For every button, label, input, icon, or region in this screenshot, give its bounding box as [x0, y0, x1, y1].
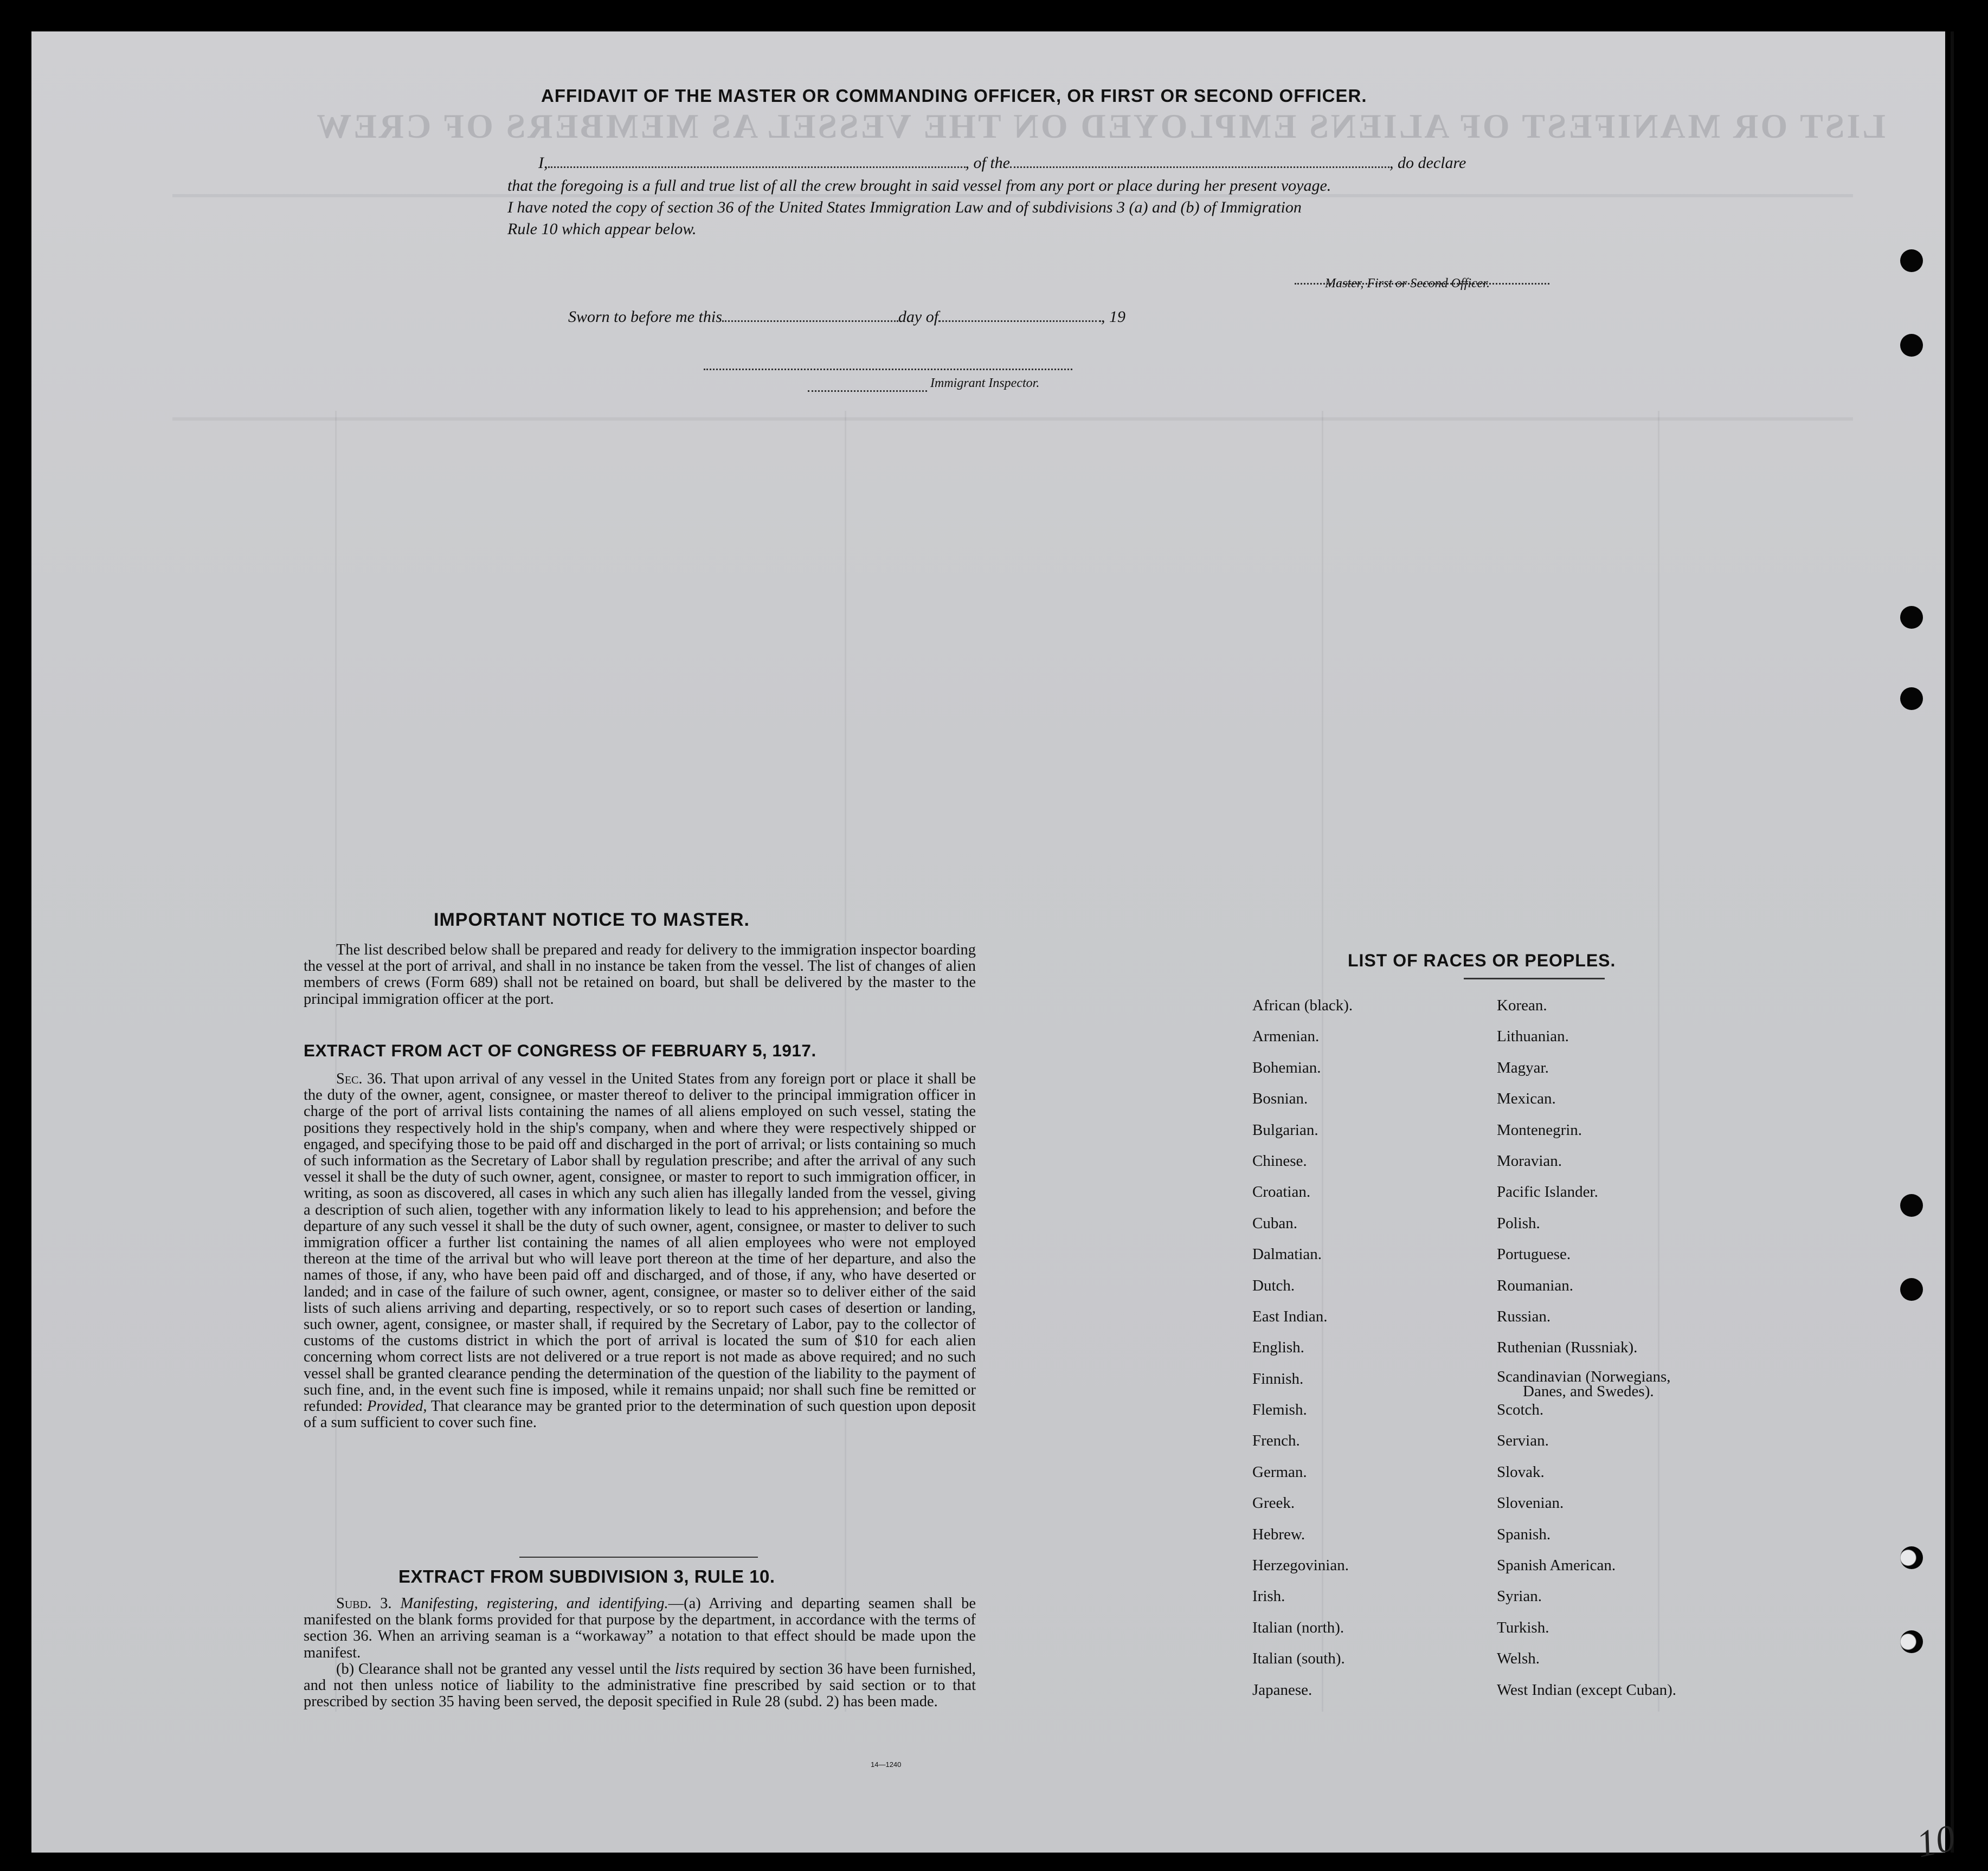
master-caption: Master, First or Second Officer.	[1325, 276, 1490, 291]
race-item: Herzegovinian.	[1252, 1557, 1349, 1575]
affidavit-declaration-line	[538, 154, 1466, 172]
race-item: Flemish.	[1252, 1401, 1307, 1419]
race-item: Greek.	[1252, 1494, 1295, 1512]
race-item: Hebrew.	[1252, 1525, 1305, 1543]
rule-heading: EXTRACT FROM SUBDIVISION 3, RULE 10.	[398, 1566, 775, 1586]
race-item: Finnish.	[1252, 1370, 1304, 1388]
punch-hole	[1900, 334, 1923, 357]
name-blank	[548, 154, 966, 168]
rule-text	[304, 1596, 976, 1710]
race-item: Ruthenian (Russniak).	[1497, 1339, 1638, 1357]
race-item: Chinese.	[1252, 1152, 1307, 1170]
rule-para-b-end: required by section 36 have been furnished, and not then unless notice of liability to the administrative fine prescribed by said section or to that prescribed by section 35 having been served, the deposit specified in Rule 28 (subd. 2) has been made.	[304, 1660, 976, 1711]
handwritten-page-number: 10	[1913, 1817, 1959, 1866]
race-item: English.	[1252, 1339, 1304, 1357]
race-item: Scotch.	[1497, 1401, 1544, 1419]
affidavit-line-4: Rule 10 which appear below.	[507, 220, 697, 238]
races-title: LIST OF RACES OR PEOPLES.	[1348, 951, 1616, 970]
act-heading: EXTRACT FROM ACT OF CONGRESS OF FEBRUARY 5, 1917.	[304, 1041, 816, 1060]
act-text	[304, 1071, 976, 1431]
page-edge-rule	[1951, 31, 1954, 1853]
race-item: Russian.	[1497, 1307, 1551, 1325]
race-item: Japanese.	[1252, 1681, 1313, 1699]
race-item: Italian (north).	[1252, 1618, 1344, 1636]
day-of-label: day of	[898, 308, 939, 326]
race-item-scandinavian	[1497, 1367, 1725, 1401]
punch-hole	[1900, 1630, 1923, 1653]
race-item: Montenegrin.	[1497, 1121, 1582, 1139]
race-item-line-cont: Danes, and Swedes).	[1523, 1382, 1654, 1400]
race-item: Irish.	[1252, 1588, 1285, 1605]
race-item: French.	[1252, 1432, 1300, 1450]
notice-paragraph: The list described below shall be prepared and ready for delivery to the immigration inspector boarding the vessel at the port of arrival, and shall in no instance be taken from the vessel. The list of changes of alien members of crews (Form 689) shall not be retained on board, but shall be delivered by the master to the principal immigration officer at the port.	[304, 941, 976, 1008]
notice-text	[304, 942, 976, 1008]
punch-hole	[1900, 1278, 1923, 1301]
punch-hole	[1900, 1194, 1923, 1217]
race-item: Polish.	[1497, 1214, 1540, 1232]
race-item: Servian.	[1497, 1432, 1549, 1450]
race-item: Mexican.	[1497, 1090, 1556, 1108]
punch-hole	[1900, 606, 1923, 629]
race-item: Korean.	[1497, 997, 1547, 1014]
sworn-label: Sworn to before me this	[568, 308, 722, 326]
year-label: , 19	[1101, 308, 1126, 326]
rule-paragraph-b	[304, 1661, 976, 1711]
race-item: Pacific Islander.	[1497, 1183, 1598, 1201]
race-item: Bosnian.	[1252, 1090, 1308, 1108]
race-item: Italian (south).	[1252, 1650, 1345, 1668]
do-declare-label: , do declare	[1389, 154, 1466, 172]
subd-label: Subd. 3.	[336, 1595, 392, 1612]
race-item: Syrian.	[1497, 1588, 1542, 1605]
race-item: Armenian.	[1252, 1028, 1320, 1046]
rule-para-b-lists: lists	[674, 1660, 700, 1678]
sec-label: Sec. 36.	[336, 1070, 387, 1087]
race-item: German.	[1252, 1463, 1307, 1481]
race-item: Welsh.	[1497, 1650, 1540, 1668]
affidavit-line-2: that the foregoing is a full and true list of all the crew brought in said vessel from any port or place during her present voyage.	[507, 177, 1331, 195]
form-number: 14—1240	[871, 1760, 902, 1769]
inspector-signature-blank	[704, 357, 1072, 370]
rule-para-b-start: (b) Clearance shall not be granted any vessel until the	[336, 1660, 671, 1678]
of-the-label: , of the	[965, 154, 1010, 172]
act-paragraph	[304, 1071, 976, 1431]
subd-title: Manifesting, registering, and identifying.	[400, 1595, 668, 1612]
race-item: Croatian.	[1252, 1183, 1311, 1201]
race-item: Bulgarian.	[1252, 1121, 1318, 1139]
race-item-line: Scandinavian (Norwegians,	[1497, 1367, 1671, 1385]
race-item: African (black).	[1252, 997, 1353, 1014]
provided-label: Provided,	[367, 1398, 427, 1415]
races-title-underline	[1464, 978, 1605, 979]
race-item: Lithuanian.	[1497, 1028, 1569, 1046]
day-blank	[722, 308, 898, 322]
race-item: Cuban.	[1252, 1214, 1297, 1232]
bleed-through-rule	[335, 411, 337, 1712]
race-item: Magyar.	[1497, 1059, 1549, 1076]
rule-paragraph-a	[304, 1596, 976, 1661]
bleed-through-rule	[845, 411, 846, 1712]
race-item: Bohemian.	[1252, 1059, 1321, 1076]
month-blank	[938, 308, 1101, 322]
race-item: Portuguese.	[1497, 1246, 1571, 1263]
inspector-signature-blank	[808, 378, 927, 392]
races-column-1	[1252, 996, 1353, 1712]
i-label: I,	[538, 154, 548, 172]
section-divider	[519, 1557, 758, 1558]
race-item: Slovenian.	[1497, 1494, 1564, 1512]
sworn-line	[568, 308, 1125, 326]
races-column-2	[1497, 996, 1725, 1712]
race-item: East Indian.	[1252, 1307, 1328, 1325]
act-text-part2: That clearance may be granted prior to the determination of such question upon deposit of a sum sufficient to cover such fine.	[304, 1398, 976, 1431]
document-page	[31, 31, 1959, 1866]
punch-hole	[1900, 687, 1923, 710]
inspector-caption: Immigrant Inspector.	[930, 376, 1040, 390]
race-item: Roumanian.	[1497, 1276, 1573, 1294]
race-item: Moravian.	[1497, 1152, 1562, 1170]
race-item: Dalmatian.	[1252, 1246, 1322, 1263]
vessel-blank	[1010, 154, 1389, 168]
race-item: West Indian (except Cuban).	[1497, 1681, 1677, 1699]
punch-hole	[1900, 249, 1923, 272]
race-item: Spanish.	[1497, 1525, 1551, 1543]
rule-para-a-text: —(a) Arriving and departing seamen shall be manifested on the blank forms provided for that purpose by the department, in accordance with the terms of section 36. When an arriving seaman is a “workaway” a notation to that effect should be made upon the manifest.	[304, 1595, 976, 1661]
punch-hole	[1900, 1546, 1923, 1569]
bleed-through-rule	[172, 417, 1853, 421]
affidavit-line-3: I have noted the copy of section 36 of the United States Immigration Law and of subdivisions 3 (a) and (b) of Immigration	[507, 198, 1302, 216]
affidavit-title: AFFIDAVIT OF THE MASTER OR COMMANDING OFFICER, OR FIRST OR SECOND OFFICER.	[541, 86, 1367, 106]
race-item: Turkish.	[1497, 1618, 1549, 1636]
race-item: Spanish American.	[1497, 1557, 1616, 1575]
notice-heading: IMPORTANT NOTICE TO MASTER.	[434, 909, 750, 930]
bleed-through-title: LIST OR MANIFEST OF ALIENS EMPLOYED ON THE VESSEL AS MEMBERS OF CREW	[314, 107, 1886, 145]
race-item: Dutch.	[1252, 1276, 1295, 1294]
act-text-part1: That upon arrival of any vessel in the United States from any foreign port or place it shall be the duty of the owner, agent, consignee, or master thereof to deliver to the principal immigration officer in charge of the port of arrival lists containing the names of all aliens employed on such vessel, stating the positions they respectively hold in the ship's company, when and where they were respectively shipped or engaged, and specifying those to be paid off and discharged in the port of arrival; or lists containing so much of such information as the Secretary of Labor shall by regulation prescribe; and after the arrival of any such vessel it shall be the duty of such owner, agent, consignee, or master to report to such immigration officer, in writing, as soon as discovered, all cases in which any such alien has illegally landed from the vessel, giving a description of such alien, together with any information likely to lead to his apprehension; and before the departure of any such vessel it shall be the duty of such owner, agent, consignee, or master to deliver to such immigration officer a further list containing the names of all alien employees who were not employed thereon at the time of the arrival but who will leave port thereon at the time of her departure, and also the names of those, if any, who have been paid off and discharged, and of those, if any, who have deserted or landed; and in case of the failure of such owner, agent, consignee, or master so to deliver either of the said lists of such aliens arriving and departing, respectively, or so to report such cases of desertion or landing, such owner, agent, consignee, or master shall, if required by the Secretary of Labor, pay to the collector of customs of the customs district in which the port of arrival is located the sum of $10 for each alien concerning whom correct lists are not delivered or a true report is not made as above required; and no such vessel shall be granted clearance pending the determination of the question of the liability to the payment of such fine, and, in the event such fine is imposed, while it remains unpaid; nor shall such fine be remitted or refunded:	[304, 1070, 976, 1415]
race-item: Slovak.	[1497, 1463, 1545, 1481]
